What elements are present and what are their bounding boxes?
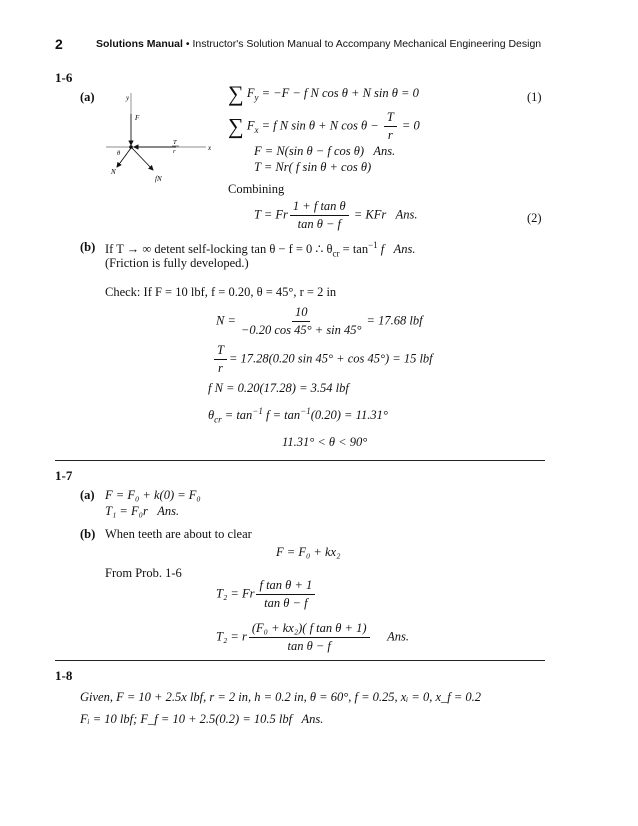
label-n: N (111, 168, 116, 176)
header-subtitle: Instructor's Solution Manual to Accompany Mechanical Engineering Design (192, 38, 542, 50)
page-number: 2 (55, 36, 63, 52)
p18-force-line: Fᵢ = 10 lbf; F_f = 10 + 2.5(0.2) = 10.5 lbf Ans. (80, 712, 324, 726)
equation-sum-fy: ∑ $F_y = -F - f$ N cos θ + N sin θ = 0 (228, 81, 419, 107)
problem-number-1-7: 1-7 (55, 468, 73, 483)
equation-theta-cr: $\theta_{cr} = \tan^{-1} f = \tan^{-1}(0.20) = 11.31^\circ$ (208, 406, 388, 425)
equation-t-over-r: $\frac{T}{r}$ = 17.28(0.20 sin 45° + cos 45°) = 15 lbf (212, 343, 433, 376)
p17-part-a-label: (a) (80, 488, 95, 502)
section-divider (55, 660, 545, 661)
equation-t-normal: T = Nr( f sin θ + cos θ) (254, 160, 372, 174)
section-divider (55, 460, 545, 461)
p17-a-line2: T₁ = F₀r Ans. (105, 504, 180, 518)
label-r: r (173, 148, 176, 155)
friction-force-arrow (132, 148, 153, 170)
p17-b-equation: F = F₀ + kx₂ (276, 545, 341, 559)
problem-number-1-8: 1-8 (55, 668, 73, 683)
combining-text: Combining (228, 182, 285, 196)
contact-point (129, 145, 133, 149)
p18-given-line: Given, F = 10 + 2.5x lbf, r = 2 in, h = 0.2 in, θ = 60°, f = 0.25, xᵢ = 0, x_f = 0.2 (80, 690, 482, 704)
p17-b-text: When teeth are about to clear (105, 527, 252, 541)
p17-t2-equation-a: T₂ = Fr $\frac{\text{f tan θ + 1}}{\text{tan θ − f}}$ (216, 578, 317, 611)
running-header (96, 38, 541, 50)
label-y: y (126, 94, 130, 102)
equation-f-normal: F = N(sin θ − f cos θ) Ans. (254, 144, 396, 158)
self-locking-line: If T → ∞ detent self-locking tan θ − f = 0 ∴ $\theta_{cr} = \tan^{-1} f$ Ans. (105, 240, 416, 259)
theta-range: 11.31° < θ < 90° (282, 435, 368, 449)
free-body-diagram (104, 88, 214, 188)
label-f: F (135, 114, 140, 122)
label-x: x (208, 144, 212, 152)
p17-t2-equation-b: T₂ = r $\frac{\text{(F₀ + kx₂)( f tan θ + 1)}}{\text{tan θ − f}}$ Ans. (216, 621, 410, 653)
label-theta: θ (117, 150, 121, 157)
p17-from-text: From Prob. 1-6 (105, 566, 182, 580)
part-b-label: (b) (80, 240, 96, 254)
label-t: T (173, 139, 177, 146)
p17-part-b-label: (b) (80, 527, 96, 541)
book-title: Solutions Manual (96, 38, 183, 50)
equation-fn-value: f N = 0.20(17.28) = 3.54 lbf (208, 381, 349, 395)
equation-n-value: N = $\frac{10}{-0.20 \cos 45^\circ + \sin 45^\circ}$ = 17.68 lbf (216, 305, 423, 337)
equation-tag-2: (2) (527, 211, 542, 225)
problem-number-1-6: 1-6 (55, 70, 73, 85)
equation-torque-combined: T = Fr $\frac{\text{1 + f tan θ}}{\text{tan θ − f}}$ = KFr Ans. (254, 199, 418, 231)
header-bullet: • (185, 38, 190, 50)
part-a-label: (a) (80, 90, 95, 104)
check-line: Check: If F = 10 lbf, f = 0.20, θ = 45°, r = 2 in (105, 285, 337, 299)
friction-note: (Friction is fully developed.) (105, 256, 249, 270)
p17-a-line1: F = F₀ + k(0) = F₀ (105, 488, 201, 502)
equation-tag-1: (1) (527, 90, 542, 104)
equation-sum-fx: ∑ $F_x = f$ N sin θ + N cos θ − $\frac{T}{r}$ = 0 (228, 110, 420, 142)
label-fn: fN (155, 175, 162, 183)
